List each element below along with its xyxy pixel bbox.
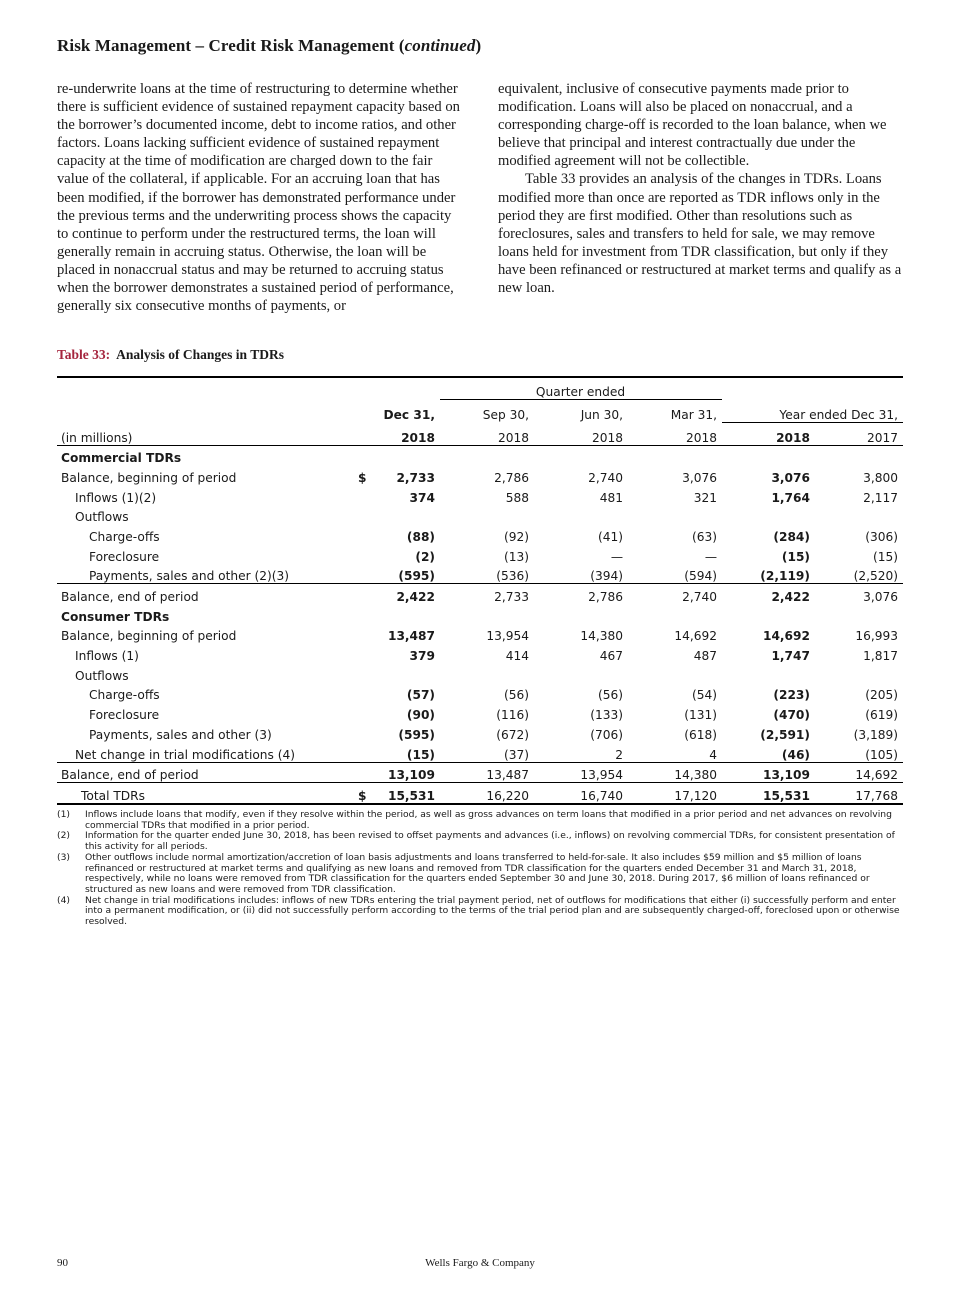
table-cell bbox=[815, 663, 903, 683]
table-cell: (3,189) bbox=[853, 727, 898, 742]
table-cell: 14,380 bbox=[580, 629, 623, 644]
table-cell bbox=[628, 445, 722, 465]
body-paragraph: Table 33 provides an analysis of the changes in TDRs. Loans modified more than once are reported as TDR inflows only in the period they are first modified. Other than resolutions such as foreclosures, sales and transfers to held for sale, we may remove loans held for investment from TDR classification, but only if they have been refinanced or restructured at market terms and qualify as a new loan. bbox=[498, 171, 902, 297]
table-cell bbox=[722, 445, 815, 465]
table-row bbox=[57, 524, 903, 544]
footnote-number: (3) bbox=[57, 851, 71, 863]
dollar-sign bbox=[354, 564, 376, 584]
table-section-row bbox=[57, 604, 903, 624]
table-cell bbox=[376, 604, 440, 624]
footnote bbox=[57, 853, 907, 896]
body-paragraph: re-underwrite loans at the time of restructuring to determine whether there is sufficient evidence of sustained repayment capacity based on the borrower’s documented income, debt to income ratios, and other factors. Loans lacking sufficient evidence of sustained repayment capacity at the time of modification are charged down to the fair value of the collateral, if applicable. For an accruing loan that has been modified, if the borrower has demonstrated performance under the previous terms and the underwriting process shows the capacity to continue to perform under the restructured terms, the loan will generally remain in accruing status. Otherwise, the loan will be placed in nonaccrual status and may be returned to accruing status when the borrower demonstrates a sustained period of performance, generally six consecutive months of payments, or bbox=[57, 81, 460, 315]
table-header-row bbox=[57, 422, 903, 445]
table-cell: (2,119) bbox=[760, 569, 810, 584]
table-cell: (133) bbox=[590, 708, 623, 723]
col-year-2017: 2017 bbox=[815, 422, 903, 445]
table-caption bbox=[57, 347, 284, 363]
dollar-sign bbox=[354, 624, 376, 644]
row-label: Payments, sales and other (2)(3) bbox=[89, 569, 290, 584]
table-cell: 4 bbox=[709, 747, 717, 762]
footnote-text: Other outflows include normal amortization/accretion of loan basis adjustments and loans transferred to held-for-sale. It also includes $59 million and $5 million of loans refinanced or restructured at market terms and qualifying as new loans and removed from TDR classification for the quarters ended December 31 and March 31, 2018, respectively, while no loans were removed from TDR classification for the quarters ended September 30 and June 30, 2018. During 2017, $6 million of loans refinanced or structured as new loans and were removed from TDR classification. bbox=[85, 851, 870, 895]
row-label: Balance, beginning of period bbox=[61, 629, 237, 644]
table-cell bbox=[534, 505, 628, 525]
table-header-row bbox=[57, 400, 903, 423]
table-cell: 2 bbox=[615, 747, 623, 762]
footnote-number: (1) bbox=[57, 809, 71, 820]
table-cell: 379 bbox=[409, 649, 435, 664]
body-left-column bbox=[57, 80, 461, 315]
row-label: Payments, sales and other (3) bbox=[89, 727, 272, 742]
table-cell: (63) bbox=[691, 529, 717, 544]
table-cell bbox=[534, 604, 628, 624]
table-cell: 16,220 bbox=[440, 783, 534, 804]
dollar-sign bbox=[354, 584, 376, 604]
table-cell: (394) bbox=[590, 569, 623, 584]
table-cell bbox=[376, 663, 440, 683]
table-cell: 1,747 bbox=[771, 649, 810, 664]
table-cell: (2) bbox=[415, 549, 435, 564]
table-cell: (46) bbox=[781, 747, 810, 762]
table-cell bbox=[722, 604, 815, 624]
table-cell bbox=[376, 505, 440, 525]
table-cell: (54) bbox=[691, 688, 717, 703]
table-cell: 2,733 bbox=[440, 584, 534, 604]
dollar-sign bbox=[354, 643, 376, 663]
table-cell bbox=[534, 663, 628, 683]
col-header-jun30: Jun 30, bbox=[580, 408, 623, 422]
footnote-text: Inflows include loans that modify, even if they resolve within the period, as well as gross advances on term loans that modified in a prior period and net advances on revolving commercial TDRs that modified in a prior period. bbox=[85, 809, 892, 831]
table-row bbox=[57, 702, 903, 722]
table-cell: 13,487 bbox=[440, 762, 534, 783]
table-cell: (205) bbox=[865, 688, 898, 703]
table-cell: (618) bbox=[684, 727, 717, 742]
footnote bbox=[57, 896, 907, 928]
page-title-italic: continued bbox=[404, 36, 476, 55]
table-row bbox=[57, 584, 903, 604]
table-cell bbox=[722, 505, 815, 525]
table-cell: (15) bbox=[872, 549, 898, 564]
table-cell: (284) bbox=[773, 529, 810, 544]
table-cell: (56) bbox=[503, 688, 529, 703]
table-cell: 14,380 bbox=[628, 762, 722, 783]
table-cell: (706) bbox=[590, 727, 623, 742]
col-year-jun30: 2018 bbox=[534, 422, 628, 445]
footnote-text: Net change in trial modifications includes: inflows of new TDRs entering the trial payment period, net of outflows for modifications that either (i) successfully perform and enter into a permanent modification, or (ii) did not successfully perform according to the terms of the trial period plan and are subsequently charged-off, foreclosed upon or otherwise resolved. bbox=[85, 894, 900, 928]
dollar-sign: $ bbox=[358, 470, 367, 485]
body-paragraph: equivalent, inclusive of consecutive payments made prior to modification. Loans will also be placed on nonaccrual, and a corresponding charge-off is recorded to the loan balance, when we believe that principal and interest contractually due under the modified agreement will not be collectible. bbox=[498, 81, 887, 170]
table-caption-title: Analysis of Changes in TDRs bbox=[116, 347, 284, 362]
col-year-dec31: 2018 bbox=[376, 422, 440, 445]
table-row bbox=[57, 643, 903, 663]
footnote-text: Information for the quarter ended June 30, 2018, has been revised to offset payments and advances (i.e., inflows) on revolving commercial TDRs, for consistent presentation of this activity for all periods. bbox=[85, 830, 895, 853]
table-row bbox=[57, 505, 903, 525]
table-cell: (595) bbox=[398, 569, 435, 584]
table-cell bbox=[440, 445, 534, 465]
row-label: Inflows (1) bbox=[75, 649, 139, 664]
page-title-end: ) bbox=[475, 36, 482, 55]
table-cell: (88) bbox=[406, 529, 435, 544]
row-label: Balance, beginning of period bbox=[61, 470, 237, 485]
table-caption-number: Table 33: bbox=[57, 347, 111, 362]
row-label: Outflows bbox=[75, 668, 129, 683]
table-cell: (56) bbox=[597, 688, 623, 703]
col-header-sep30: Sep 30, bbox=[482, 408, 529, 422]
table-cell: 14,692 bbox=[762, 629, 810, 644]
table-cell: 2,422 bbox=[376, 584, 440, 604]
dollar-sign bbox=[354, 604, 376, 624]
footnote bbox=[57, 810, 907, 831]
table-section-row bbox=[57, 445, 903, 465]
table-cell: (470) bbox=[773, 708, 810, 723]
table-cell: 1,817 bbox=[863, 649, 898, 664]
table-cell: (619) bbox=[865, 708, 898, 723]
dollar-sign bbox=[354, 544, 376, 564]
table-group-header-row bbox=[57, 377, 903, 400]
table-row bbox=[57, 624, 903, 644]
table-cell: 2,740 bbox=[588, 470, 623, 485]
table-cell: (594) bbox=[684, 569, 717, 584]
dollar-sign bbox=[354, 524, 376, 544]
table-cell bbox=[440, 604, 534, 624]
table-cell: (105) bbox=[865, 747, 898, 762]
table-cell: — bbox=[704, 549, 717, 564]
table-cell bbox=[440, 505, 534, 525]
table-row bbox=[57, 663, 903, 683]
table-cell bbox=[534, 445, 628, 465]
row-label: Outflows bbox=[75, 510, 129, 525]
table-cell: 16,993 bbox=[855, 629, 898, 644]
table-cell: (92) bbox=[503, 529, 529, 544]
page-number: 90 bbox=[57, 1257, 68, 1269]
table-cell: (15) bbox=[406, 747, 435, 762]
table-cell bbox=[628, 604, 722, 624]
table-cell bbox=[722, 663, 815, 683]
table-cell bbox=[628, 663, 722, 683]
row-label: Consumer TDRs bbox=[61, 609, 170, 624]
table-cell: (37) bbox=[503, 747, 529, 762]
year-ended-header: Year ended Dec 31, bbox=[722, 400, 903, 423]
table-cell: 13,109 bbox=[376, 762, 440, 783]
table-cell: (57) bbox=[406, 688, 435, 703]
table-cell: (131) bbox=[684, 708, 717, 723]
row-label: Foreclosure bbox=[89, 549, 160, 564]
dollar-sign: $ bbox=[354, 783, 376, 804]
row-label: Total TDRs bbox=[57, 783, 354, 804]
table-cell: 17,120 bbox=[628, 783, 722, 804]
table-cell: 2,733 bbox=[396, 470, 435, 485]
table-cell: 16,740 bbox=[534, 783, 628, 804]
row-label: Foreclosure bbox=[89, 708, 160, 723]
table-row bbox=[57, 742, 903, 762]
table-cell: (41) bbox=[597, 529, 623, 544]
table-row bbox=[57, 683, 903, 703]
dollar-sign bbox=[354, 702, 376, 722]
table-cell: 467 bbox=[599, 649, 623, 664]
row-label: Inflows (1)(2) bbox=[75, 490, 157, 505]
row-label: Commercial TDRs bbox=[61, 451, 182, 466]
table-cell: 13,954 bbox=[534, 762, 628, 783]
table-cell: 3,076 bbox=[771, 470, 810, 485]
row-label: Balance, end of period bbox=[57, 762, 354, 783]
table-cell: 17,768 bbox=[815, 783, 903, 804]
table-row bbox=[57, 783, 903, 804]
unit-label: (in millions) bbox=[57, 422, 354, 445]
table-cell: — bbox=[610, 549, 623, 564]
table-cell: 13,109 bbox=[722, 762, 815, 783]
table-row bbox=[57, 762, 903, 783]
table-cell: (116) bbox=[496, 708, 529, 723]
table-cell: (595) bbox=[398, 727, 435, 742]
table-cell: 321 bbox=[693, 490, 717, 505]
table-cell: (2,520) bbox=[853, 569, 898, 584]
col-year-2018: 2018 bbox=[722, 422, 815, 445]
dollar-sign bbox=[354, 485, 376, 505]
table-cell bbox=[815, 604, 903, 624]
table-cell bbox=[376, 445, 440, 465]
page-title-main: Risk Management – Credit Risk Management ( bbox=[57, 36, 405, 55]
table-cell: 2,786 bbox=[534, 584, 628, 604]
footnote bbox=[57, 831, 907, 852]
table-cell: (223) bbox=[773, 688, 810, 703]
table-cell: 14,692 bbox=[815, 762, 903, 783]
body-right-column bbox=[498, 80, 906, 297]
table-cell: 15,531 bbox=[722, 783, 815, 804]
footnote-number: (4) bbox=[57, 894, 71, 906]
table-cell: 3,076 bbox=[815, 584, 903, 604]
table-row bbox=[57, 485, 903, 505]
table-cell: 3,800 bbox=[863, 470, 898, 485]
dollar-sign bbox=[354, 505, 376, 525]
dollar-sign bbox=[354, 742, 376, 762]
footnote-number: (2) bbox=[57, 830, 71, 842]
table-row bbox=[57, 544, 903, 564]
table-cell: 2,117 bbox=[863, 490, 898, 505]
table-cell: 588 bbox=[505, 490, 529, 505]
col-year-sep30: 2018 bbox=[440, 422, 534, 445]
table-cell: (672) bbox=[496, 727, 529, 742]
table-cell: 481 bbox=[599, 490, 623, 505]
table-cell: (90) bbox=[406, 708, 435, 723]
table-cell: 487 bbox=[693, 649, 717, 664]
table-cell: 2,740 bbox=[628, 584, 722, 604]
table-cell: 2,422 bbox=[722, 584, 815, 604]
table-cell: 13,487 bbox=[387, 629, 435, 644]
table-row bbox=[57, 564, 903, 584]
row-label: Charge-offs bbox=[89, 529, 160, 544]
col-year-mar31: 2018 bbox=[628, 422, 722, 445]
col-header-mar31: Mar 31, bbox=[670, 408, 717, 422]
col-header-dec31: Dec 31, bbox=[383, 408, 435, 422]
table-cell: (306) bbox=[865, 529, 898, 544]
dollar-sign bbox=[354, 445, 376, 465]
table-cell: 374 bbox=[409, 490, 435, 505]
tdr-table bbox=[57, 376, 903, 805]
dollar-sign bbox=[354, 663, 376, 683]
table-cell bbox=[815, 505, 903, 525]
dollar-sign bbox=[354, 683, 376, 703]
table-cell bbox=[815, 445, 903, 465]
table-cell: 15,531 bbox=[376, 783, 440, 804]
table-cell: 13,954 bbox=[486, 629, 529, 644]
table-cell: 1,764 bbox=[771, 490, 810, 505]
row-label: Charge-offs bbox=[89, 688, 160, 703]
dollar-sign bbox=[354, 722, 376, 742]
table-cell: (536) bbox=[496, 569, 529, 584]
row-label: Net change in trial modifications (4) bbox=[75, 747, 296, 762]
quarter-ended-header: Quarter ended bbox=[440, 377, 722, 400]
table-row bbox=[57, 465, 903, 485]
table-cell: 3,076 bbox=[682, 470, 717, 485]
page-footer-company: Wells Fargo & Company bbox=[425, 1257, 535, 1269]
table-cell: 2,786 bbox=[494, 470, 529, 485]
table-row bbox=[57, 722, 903, 742]
table-cell: 14,692 bbox=[674, 629, 717, 644]
table-cell bbox=[440, 663, 534, 683]
table-cell: (13) bbox=[503, 549, 529, 564]
table-cell bbox=[628, 505, 722, 525]
table-cell: (15) bbox=[781, 549, 810, 564]
page-title bbox=[57, 36, 481, 56]
row-label: Balance, end of period bbox=[57, 584, 354, 604]
footnotes bbox=[57, 810, 907, 928]
table-cell: 414 bbox=[505, 649, 529, 664]
dollar-sign bbox=[354, 762, 376, 783]
table-cell: (2,591) bbox=[760, 727, 810, 742]
